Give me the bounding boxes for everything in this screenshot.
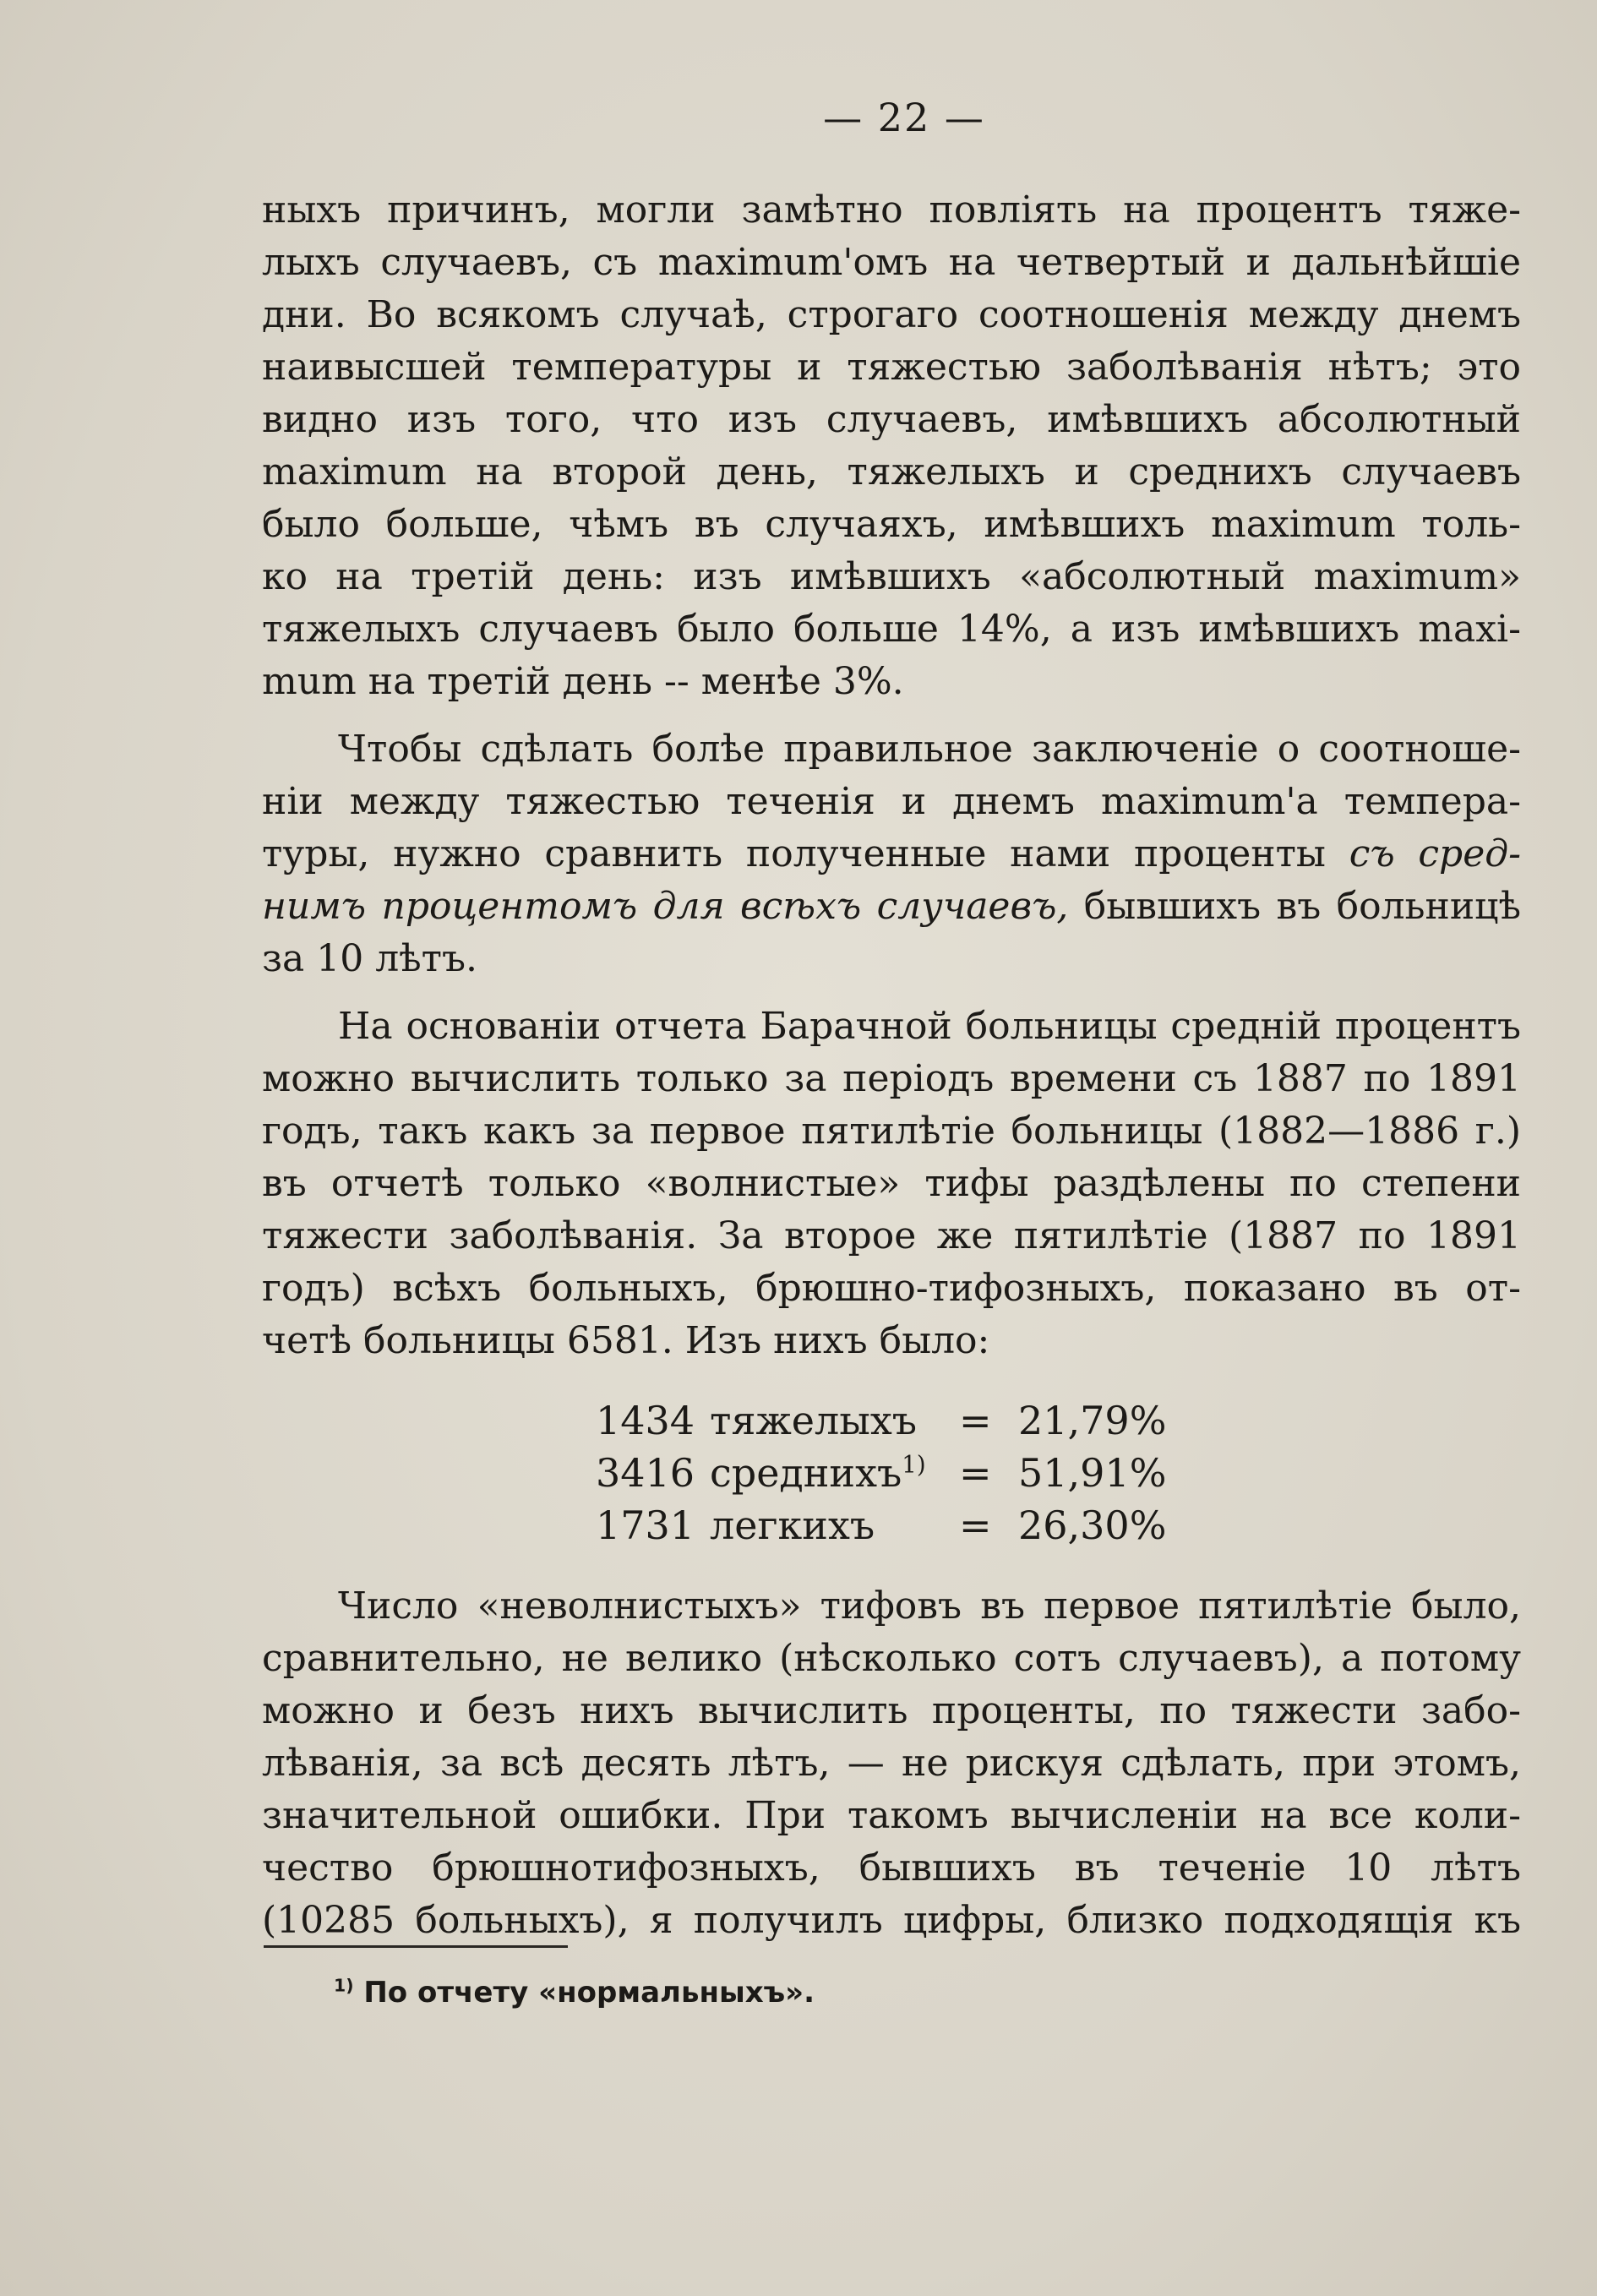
emphasis-text: съ сред- — [1349, 832, 1521, 875]
text-line: дни. Во всякомъ случаѣ, строгаго соотношенія между днемъ — [262, 293, 1521, 336]
text-line: лѣванія, за всѣ десять лѣтъ, — не рискуя сдѣлать, при этомъ, — [262, 1742, 1521, 1785]
paragraph-2 — [262, 723, 1521, 985]
percent-cell: 51,91% — [1018, 1450, 1167, 1496]
text-line: На основаніи отчета Барачной больницы средній процентъ — [338, 1005, 1521, 1048]
text-line: ныхъ причинъ, могли замѣтно повліять на процентъ тяже- — [262, 188, 1521, 232]
text-line: лыхъ случаевъ, съ maximum'омъ на четвертый и дальнѣйшіе — [262, 241, 1521, 284]
emphasis-text: нимъ процентомъ для всѣхъ случаевъ, — [262, 885, 1069, 928]
label-cell — [710, 1499, 959, 1552]
text-line: maximum на второй день, тяжелыхъ и среднихъ случаевъ — [262, 450, 1521, 494]
count-cell: 1731 — [596, 1502, 695, 1548]
footnote-ref: 1) — [902, 1450, 926, 1479]
text-line: чество брюшнотифозныхъ, бывшихъ въ теченіе 10 лѣтъ — [262, 1846, 1521, 1890]
text-line: можно и безъ нихъ вычислить проценты, по тяжести забо- — [262, 1689, 1521, 1732]
table-row — [596, 1394, 1521, 1447]
text-line: годъ, такъ какъ за первое пятилѣтіе больницы (1882—1886 г.) — [262, 1110, 1521, 1153]
text-line — [262, 828, 1521, 881]
footnote-marker: 1) — [334, 1975, 354, 1996]
text-line: сравнительно, не велико (нѣсколько сотъ случаевъ), а потому — [262, 1637, 1521, 1680]
text-line: Число «неволнистыхъ» тифовъ въ первое пятилѣтіе было, — [338, 1584, 1521, 1628]
label-cell — [710, 1394, 959, 1447]
text-line: годъ) всѣхъ больныхъ, брюшно-тифозныхъ, показано въ от- — [262, 1267, 1521, 1310]
equals-cell: = — [959, 1450, 992, 1496]
text-line: (10285 больныхъ), я получилъ цифры, близко подходящія къ — [262, 1899, 1521, 1942]
text-line: значительной ошибки. При такомъ вычисленіи на все коли- — [262, 1794, 1521, 1837]
text-line: ко на третій день: изъ имѣвшихъ «абсолютный maximum» — [262, 555, 1521, 598]
table-row — [596, 1499, 1521, 1552]
text-line: ніи между тяжестью теченія и днемъ maximum'а темпера- — [262, 780, 1521, 823]
footnote-text: По отчету «нормальныхъ». — [353, 1976, 815, 2010]
label-cell — [710, 1447, 959, 1499]
label-text: тяжелыхъ — [710, 1398, 918, 1443]
equals-cell: = — [959, 1502, 992, 1548]
text-line: было больше, чѣмъ въ случаяхъ, имѣвшихъ maximum толь- — [262, 503, 1521, 546]
text-line: четѣ больницы 6581. Изъ нихъ было: — [262, 1319, 990, 1362]
text-run: бывшихъ въ больницѣ — [1068, 885, 1521, 928]
paragraph-4 — [262, 1580, 1521, 1947]
percent-cell: 26,30% — [1018, 1502, 1167, 1548]
footnote-divider — [264, 1945, 568, 1948]
count-cell: 1434 — [596, 1398, 695, 1443]
paragraph-3 — [262, 1001, 1521, 1367]
text-line: mum на третій день -- менѣе 3%. — [262, 660, 904, 703]
text-line: Чтобы сдѣлать болѣе правильное заключеніе о соотноше- — [338, 728, 1521, 771]
page-number: — 22 — — [823, 95, 985, 140]
text-line: за 10 лѣтъ. — [262, 937, 477, 980]
text-run: туры, нужно сравнить полученные нами проценты — [262, 832, 1349, 875]
percent-cell: 21,79% — [1018, 1398, 1167, 1443]
label-text: легкихъ — [710, 1502, 875, 1548]
table-row — [596, 1447, 1521, 1499]
text-line: тяжелыхъ случаевъ было больше 14%, а изъ имѣвшихъ maxi- — [262, 608, 1521, 651]
text-line — [262, 881, 1521, 933]
stats-table — [596, 1394, 1521, 1552]
text-line: видно изъ того, что изъ случаевъ, имѣвшихъ абсолютный — [262, 398, 1521, 441]
count-cell: 3416 — [596, 1450, 695, 1496]
text-line: въ отчетѣ только «волнистые» тифы раздѣлены по степени — [262, 1162, 1521, 1205]
label-text: среднихъ — [710, 1450, 902, 1496]
equals-cell: = — [959, 1398, 992, 1443]
text-line: наивысшей температуры и тяжестью заболѣванія нѣтъ; это — [262, 346, 1521, 389]
text-line: тяжести заболѣванія. За второе же пятилѣтіе (1887 по 1891 — [262, 1214, 1521, 1257]
paragraph-1 — [262, 184, 1521, 708]
text-line: можно вычислить только за періодъ времени съ 1887 по 1891 — [262, 1057, 1521, 1100]
body-text — [262, 184, 1521, 1947]
footnote — [334, 1976, 815, 2010]
